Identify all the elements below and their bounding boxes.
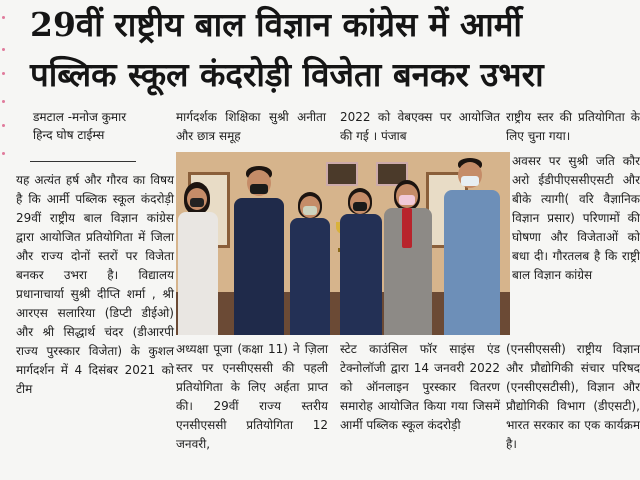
byline-divider [30, 161, 136, 162]
article-column-4-middle: अवसर पर सुश्री जति कौर अरो ईडीपीएससीएसटी और बीके त्यागी( वरि वैज्ञानिक विज्ञान प्रसार) परिणामों की घोषणा और विजेताओं को बधा दी। गौरतलब है कि राष्ट्री बाल विज्ञान कांग्रेस [512, 154, 640, 282]
byline-author: डमटाल -मनोज कुमार [33, 110, 127, 124]
article-column-3-top: 2022 को वेबएक्स पर आयोजित की गई । पंजाब [340, 110, 500, 143]
margin-decoration [2, 0, 14, 200]
headline-line-2: पब्लिक स्कूल कंदरोड़ी विजेता बनकर उभरा [30, 55, 544, 94]
article-column-4-bottom: (एनसीएससी) राष्ट्रीय विज्ञान और प्रौद्योगिकी संचार परिषद (एनसीएसटीसी), विज्ञान और प्रौद्योगिकी विभाग (डीएसटी), भारत सरकार का एक कार्यक्रम है। [506, 342, 640, 451]
byline-publication: हिन्द घोष टाईम्स [33, 128, 105, 142]
article-column-2-top: मार्गदर्शक शिक्षिका सुश्री अनीता और छात्र समूह [176, 110, 326, 143]
article-column-1: यह अत्यंत हर्ष और गौरव का विषय है कि आर्मी पब्लिक स्कूल कंदरोड़ी 29वीं राष्ट्रीय बाल विज्ञान कांग्रेस द्वारा आयोजित प्रतियोगिता में जिला और राज्य दोनों स्तरों पर विजेता बनकर उभरा है। विद्यालय प्रधानाचार्या सुश्री दीप्ति शर्मा , श्री आरएस सलारिया (डिप्टी डीईओ) और श्री सिद्धार्थ चंदर (डीआरपी राज्य पुरस्कार विजेता) के कुशल मार्गदर्शन में 4 दिसंबर 2021 को टीम [16, 173, 174, 396]
headline-line-1: 29वीं राष्ट्रीय बाल विज्ञान कांग्रेस में आर्मी [30, 5, 522, 44]
article-column-2-bottom: अध्यक्षा पूजा (कक्षा 11) ने ज़िला स्तर पर एनसीएससी की पहली प्रतियोगिता के लिए अर्हता प्राप्त की। 29वीं राज्य स्तरीय एनसीएससी प्रतियोगिता 12 जनवरी, [176, 342, 328, 451]
article-column-3-bottom: स्टेट काउंसिल फॉर साइंस एंड टेक्नोलॉजी द्वारा 14 जनवरी 2022 को ऑनलाइन पुरस्कार वितरण समारोह आयोजित किया गया जिसमें आर्मी पब्लिक स्कूल कंदरोड़ी [340, 342, 500, 432]
byline [33, 108, 165, 144]
award-photo [176, 152, 510, 335]
photo-wall-frame [326, 162, 358, 186]
article-column-4-top: राष्ट्रीय स्तर की प्रतियोगिता के लिए चुना गया। [506, 110, 640, 143]
